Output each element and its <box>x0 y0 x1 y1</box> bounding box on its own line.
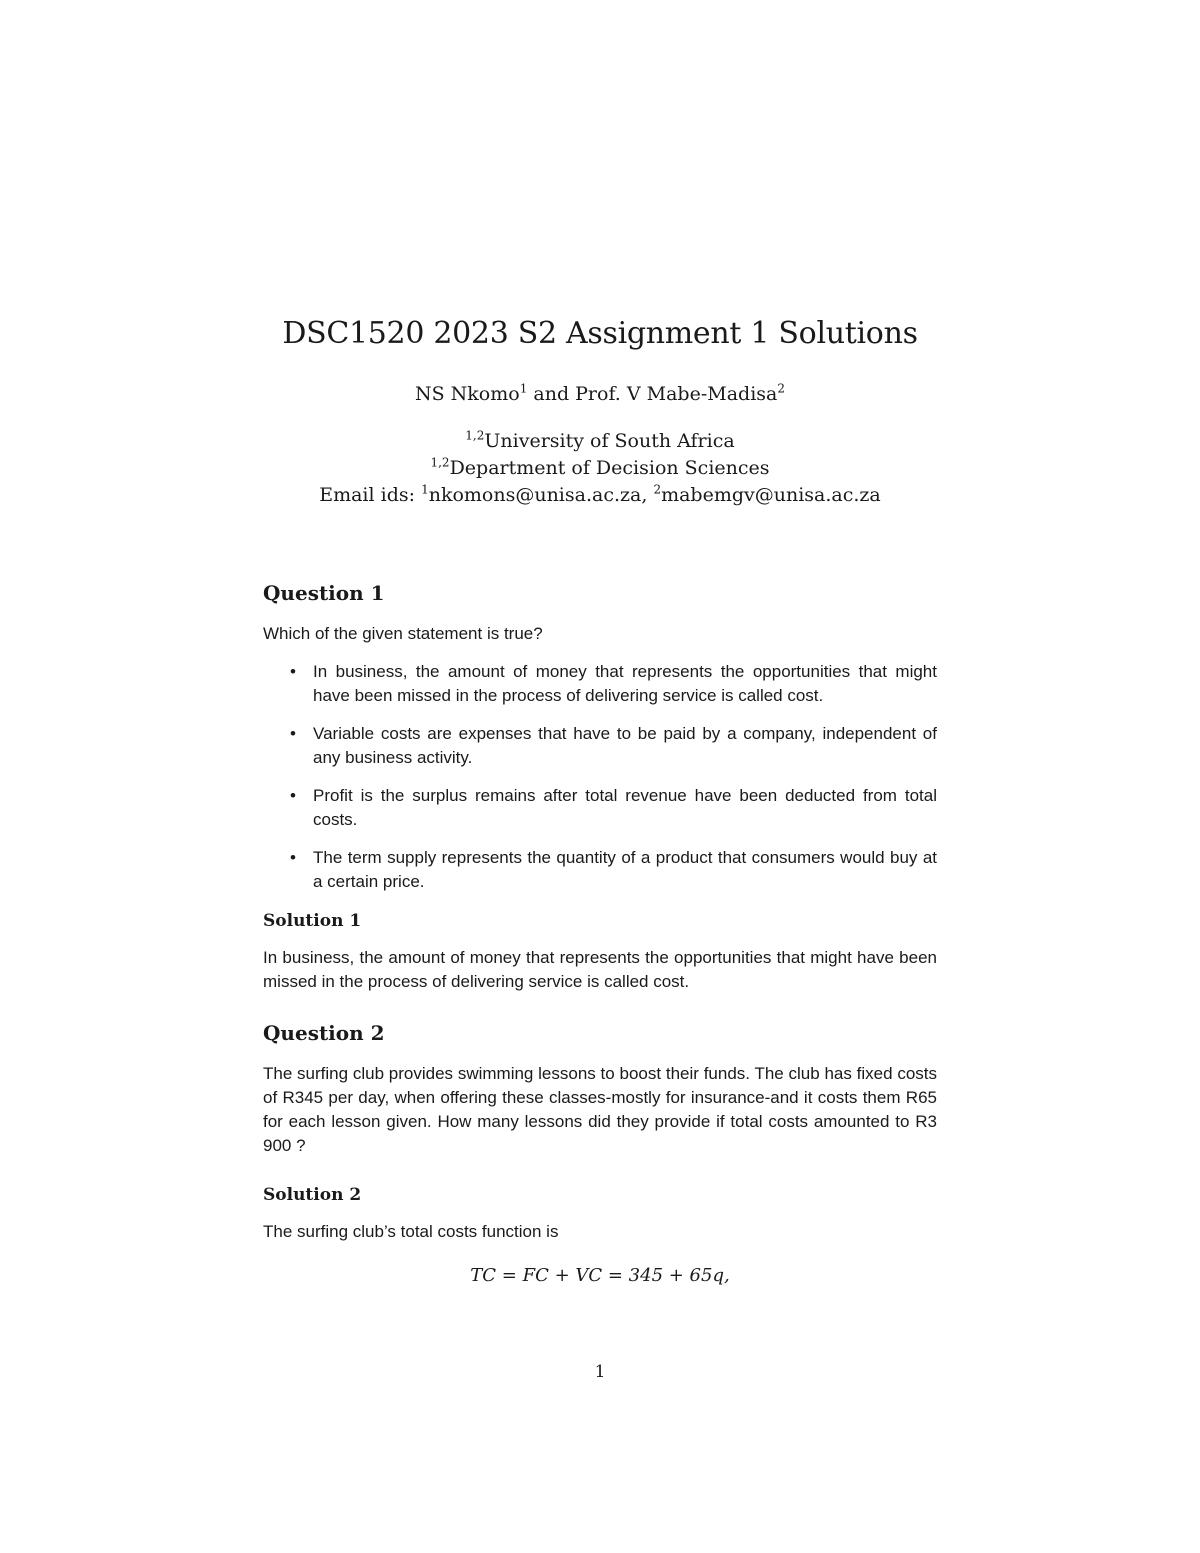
bullet-icon: • <box>290 786 296 805</box>
page-number: 1 <box>594 1362 606 1382</box>
solution-1-heading: Solution 1 <box>263 911 362 931</box>
solution-2-text: The surfing club’s total costs function is <box>263 1222 559 1241</box>
email-1-sup: 1 <box>421 482 429 497</box>
author-line <box>0 383 1200 405</box>
option-text: The term supply represents the quantity of a product that consumers would buy at a certain price. <box>313 848 937 891</box>
bullet-icon: • <box>290 662 296 681</box>
affiliation-university <box>0 430 1200 452</box>
question-2-heading: Question 2 <box>263 1021 385 1045</box>
option-text: Profit is the surplus remains after total revenue have been deducted from total costs. <box>313 786 937 829</box>
email-line <box>0 484 1200 506</box>
solution-2-heading: Solution 2 <box>263 1185 362 1205</box>
author-1-sup: 1 <box>519 381 528 396</box>
option-item <box>263 660 937 708</box>
option-item <box>263 846 937 894</box>
solution-1-text: In business, the amount of money that represents the opportunities that might have been missed in the process of delivering service is called cost. <box>263 948 937 991</box>
option-text: Variable costs are expenses that have to be paid by a company, independent of any business activity. <box>313 724 937 767</box>
email-prefix: Email ids: <box>319 484 422 506</box>
affil-sup-1: 1,2 <box>465 428 485 443</box>
author-1: NS Nkomo <box>414 383 520 405</box>
question-2-text: The surfing club provides swimming lessons to boost their funds. The club has fixed costs of R345 per day, when offering these classes-mostly for insurance-and it costs them R65 for each lesson given. How many lessons did they provide if total costs amounted to R3 900 ? <box>263 1064 937 1155</box>
department-name: Department of Decision Sciences <box>449 457 770 479</box>
total-cost-equation: TC = FC + VC = 345 + 65q, <box>470 1265 730 1286</box>
bullet-icon: • <box>290 724 296 743</box>
university-name: University of South Africa <box>484 430 735 452</box>
option-item <box>263 784 937 832</box>
document-body <box>263 578 937 1288</box>
email-1: nkomons@unisa.ac.za, <box>428 484 654 506</box>
document-title: DSC1520 2023 S2 Assignment 1 Solutions <box>282 316 918 351</box>
email-2: mabemgv@unisa.ac.za <box>661 484 881 506</box>
author-2-sup: 2 <box>777 381 785 396</box>
option-item <box>263 722 937 770</box>
option-text: In business, the amount of money that represents the opportunities that might have been missed in the process of delivering service is called cost. <box>313 662 937 705</box>
bullet-icon: • <box>290 848 296 867</box>
question-1-prompt: Which of the given statement is true? <box>263 624 543 643</box>
question-1-heading: Question 1 <box>263 581 385 605</box>
affil-sup-2: 1,2 <box>430 455 450 470</box>
author-join: and Prof. V Mabe-Madisa <box>527 383 778 405</box>
email-2-sup: 2 <box>653 482 662 497</box>
affiliation-department <box>0 457 1200 479</box>
question-1-options <box>263 660 937 894</box>
